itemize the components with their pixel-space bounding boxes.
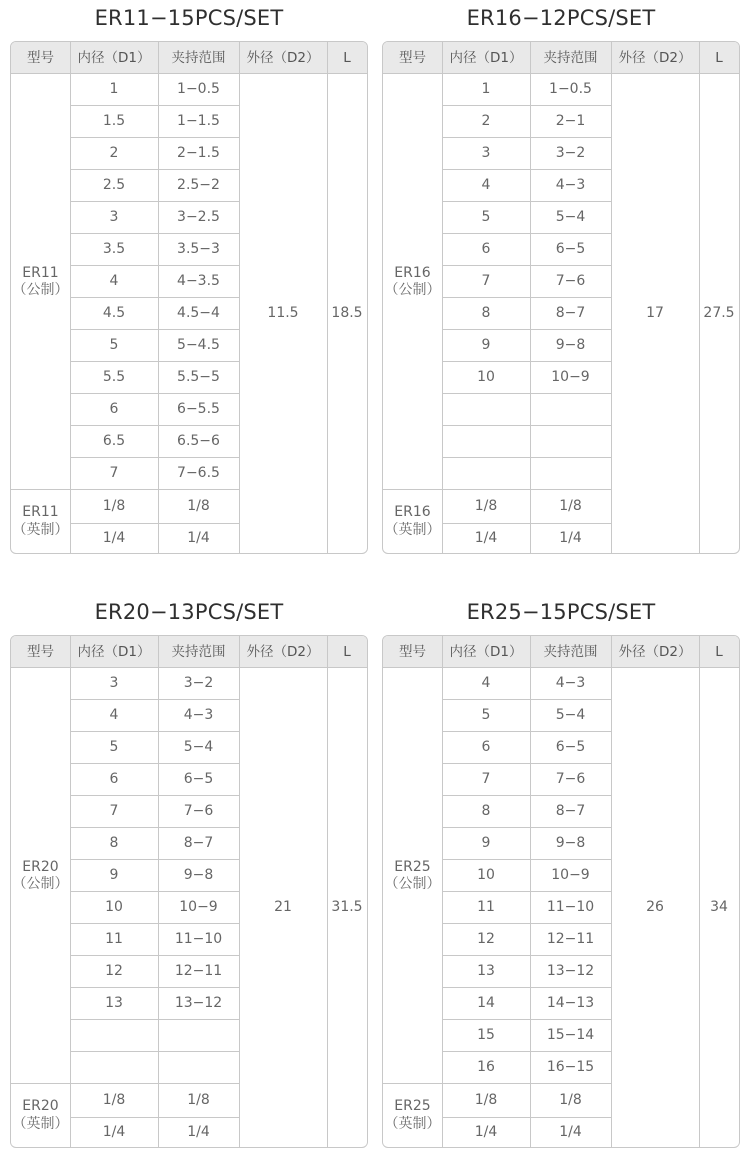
table-title: ER20−13PCS/SET	[94, 600, 284, 624]
grid-line	[442, 361, 611, 362]
inner-diameter-cell	[70, 1052, 158, 1084]
clamp-range-cell: 16−15	[546, 1059, 595, 1076]
clamp-range-cell: 6−5	[555, 241, 586, 258]
grid-line	[442, 425, 611, 426]
grid-line	[70, 699, 239, 700]
clamp-range-cell: 1/4	[187, 529, 210, 546]
clamp-range-cell: 7−6	[555, 771, 586, 788]
length-value: 27.5	[703, 304, 735, 321]
inner-diameter-cell: 13	[477, 963, 495, 980]
inner-diameter-cell: 12	[477, 931, 495, 948]
inner-diameter-cell: 1	[481, 81, 491, 98]
grid-line	[70, 297, 239, 298]
grid-line	[442, 763, 611, 764]
outer-diameter-value: 21	[274, 898, 292, 915]
clamp-range-cell: 4−3.5	[177, 273, 220, 290]
inner-diameter-cell: 6	[481, 241, 491, 258]
clamp-range-cell: 5−4.5	[177, 337, 220, 354]
grid-line	[11, 1083, 70, 1084]
clamp-range-cell: 6−5.5	[177, 401, 220, 418]
inner-diameter-cell: 4	[109, 707, 119, 724]
clamp-range-cell: 5−4	[555, 707, 586, 724]
grid-line	[442, 329, 611, 330]
grid-line	[70, 1083, 239, 1084]
grid-line	[70, 955, 239, 956]
table-title: ER11−15PCS/SET	[94, 6, 284, 30]
model-note: （公制）	[12, 282, 69, 298]
inner-diameter-cell: 10	[105, 899, 123, 916]
model-name: ER11	[22, 264, 59, 281]
grid-line	[70, 1051, 239, 1052]
clamp-range-cell: 12−11	[174, 963, 223, 980]
inner-diameter-cell: 2	[481, 113, 491, 130]
clamp-range-cell	[158, 1020, 239, 1052]
model-imperial	[383, 1084, 442, 1147]
inner-diameter-cell: 11	[105, 931, 123, 948]
grid-line	[70, 987, 239, 988]
spec-table	[382, 635, 740, 1148]
grid-line	[442, 859, 611, 860]
clamp-range-cell: 1/4	[559, 1123, 582, 1140]
length-value: 18.5	[331, 304, 363, 321]
inner-diameter-cell: 1/4	[474, 1123, 498, 1140]
clamp-range-cell: 15−14	[546, 1027, 595, 1044]
header-inner-diameter: 内径（D1）	[442, 42, 530, 74]
model-name: ER16	[394, 504, 431, 520]
table-title: ER25−15PCS/SET	[466, 600, 656, 624]
outer-diameter-value: 11.5	[267, 304, 299, 321]
header-length: L	[699, 42, 739, 74]
grid-line	[442, 297, 611, 298]
inner-diameter-cell: 1/4	[102, 529, 126, 546]
grid-line	[442, 265, 611, 266]
inner-diameter-cell: 4.5	[102, 305, 126, 322]
grid-line	[327, 636, 328, 1147]
inner-diameter-cell: 2	[109, 145, 119, 162]
inner-diameter-cell: 1	[109, 81, 119, 98]
model-name: ER11	[22, 504, 59, 520]
grid-line	[383, 73, 739, 74]
clamp-range-cell: 8−7	[555, 803, 586, 820]
inner-diameter-cell: 15	[477, 1027, 495, 1044]
model-name: ER25	[394, 1098, 431, 1114]
inner-diameter-cell: 11	[477, 899, 495, 916]
clamp-range-cell: 1−1.5	[177, 113, 220, 130]
inner-diameter-cell: 10	[477, 369, 495, 386]
model-note: （公制）	[384, 282, 441, 298]
clamp-range-cell: 8−7	[555, 305, 586, 322]
grid-line	[383, 667, 739, 668]
grid-line	[383, 489, 442, 490]
grid-line	[442, 923, 611, 924]
inner-diameter-cell: 6.5	[102, 433, 126, 450]
clamp-range-cell: 1/8	[187, 498, 210, 515]
model-name: ER20	[22, 858, 59, 875]
grid-line	[442, 1051, 611, 1052]
model-imperial	[11, 1084, 70, 1147]
header-outer-diameter: 外径（D2）	[239, 42, 327, 74]
clamp-range-cell: 10−9	[551, 369, 590, 386]
inner-diameter-cell: 16	[477, 1059, 495, 1076]
model-note: （公制）	[12, 876, 69, 892]
length-value: 34	[710, 898, 728, 915]
clamp-range-cell: 12−11	[546, 931, 595, 948]
clamp-range-cell	[530, 458, 611, 490]
header-clamp-range: 夹持范围	[530, 42, 611, 74]
inner-diameter-cell: 1/4	[102, 1123, 126, 1140]
clamp-range-cell: 3−2	[183, 675, 214, 692]
grid-line	[442, 955, 611, 956]
grid-line	[70, 329, 239, 330]
model-note: （英制）	[12, 1115, 69, 1132]
inner-diameter-cell: 1/4	[474, 529, 498, 546]
inner-diameter-cell: 4	[481, 675, 491, 692]
clamp-range-cell: 6−5	[555, 739, 586, 756]
inner-diameter-cell: 5	[109, 739, 119, 756]
clamp-range-cell: 7−6	[555, 273, 586, 290]
clamp-range-cell: 13−12	[546, 963, 595, 980]
grid-line	[70, 137, 239, 138]
grid-line	[442, 393, 611, 394]
clamp-range-cell: 4.5−4	[177, 305, 220, 322]
collet-table-block	[382, 0, 740, 560]
inner-diameter-cell: 1/8	[102, 1092, 126, 1109]
inner-diameter-cell: 1/8	[102, 498, 126, 515]
header-clamp-range: 夹持范围	[530, 636, 611, 668]
grid-line	[70, 891, 239, 892]
inner-diameter-cell: 3	[109, 675, 119, 692]
header-inner-diameter: 内径（D1）	[70, 636, 158, 668]
clamp-range-cell	[158, 1052, 239, 1084]
model-metric	[383, 74, 442, 490]
inner-diameter-cell: 3.5	[102, 241, 126, 258]
clamp-range-cell: 9−8	[555, 835, 586, 852]
clamp-range-cell	[530, 426, 611, 458]
clamp-range-cell: 9−8	[183, 867, 214, 884]
grid-line	[442, 1019, 611, 1020]
clamp-range-cell: 4−3	[555, 177, 586, 194]
collet-table-block	[10, 0, 368, 560]
inner-diameter-cell	[442, 458, 530, 490]
inner-diameter-cell: 10	[477, 867, 495, 884]
inner-diameter-cell: 13	[105, 995, 123, 1012]
header-clamp-range: 夹持范围	[158, 636, 239, 668]
grid-line	[442, 795, 611, 796]
inner-diameter-cell: 9	[109, 867, 119, 884]
grid-line	[70, 923, 239, 924]
grid-line	[70, 457, 239, 458]
inner-diameter-cell: 5	[481, 209, 491, 226]
inner-diameter-cell: 8	[481, 803, 491, 820]
clamp-range-cell: 5.5−5	[177, 369, 220, 386]
inner-diameter-cell: 7	[109, 803, 119, 820]
grid-line	[699, 42, 700, 553]
clamp-range-cell: 2−1	[555, 113, 586, 130]
grid-line	[70, 361, 239, 362]
table-title: ER16−12PCS/SET	[466, 6, 656, 30]
grid-line	[442, 457, 611, 458]
header-length: L	[699, 636, 739, 668]
spec-table	[382, 41, 740, 554]
inner-diameter-cell: 6	[109, 771, 119, 788]
model-name: ER16	[394, 264, 431, 281]
clamp-range-cell: 6−5	[183, 771, 214, 788]
clamp-range-cell: 11−10	[174, 931, 223, 948]
clamp-range-cell: 3−2.5	[177, 209, 220, 226]
clamp-range-cell: 1/8	[559, 498, 582, 515]
clamp-range-cell: 3.5−3	[177, 241, 220, 258]
grid-line	[383, 1083, 442, 1084]
header-outer-diameter: 外径（D2）	[611, 42, 699, 74]
model-imperial	[383, 490, 442, 553]
grid-line	[70, 795, 239, 796]
clamp-range-cell: 1−0.5	[549, 81, 592, 98]
length-value: 31.5	[331, 898, 363, 915]
inner-diameter-cell: 6	[109, 401, 119, 418]
header-length: L	[327, 42, 367, 74]
grid-line	[70, 169, 239, 170]
grid-line	[442, 827, 611, 828]
model-imperial	[11, 490, 70, 553]
clamp-range-cell: 4−3	[555, 675, 586, 692]
header-model: 型号	[11, 636, 70, 668]
grid-line	[70, 827, 239, 828]
header-model: 型号	[383, 42, 442, 74]
clamp-range-cell: 1/8	[559, 1092, 582, 1109]
grid-line	[442, 523, 611, 524]
header-outer-diameter: 外径（D2）	[611, 636, 699, 668]
collet-table-block	[382, 594, 740, 1154]
outer-diameter-value: 26	[646, 898, 664, 915]
model-metric	[11, 74, 70, 490]
inner-diameter-cell: 8	[481, 305, 491, 322]
inner-diameter-cell: 1/8	[474, 1092, 498, 1109]
grid-line	[442, 489, 611, 490]
clamp-range-cell: 1/4	[187, 1123, 210, 1140]
clamp-range-cell	[530, 394, 611, 426]
grid-line	[70, 1019, 239, 1020]
inner-diameter-cell: 1.5	[102, 113, 126, 130]
inner-diameter-cell: 1/8	[474, 498, 498, 515]
inner-diameter-cell: 6	[481, 739, 491, 756]
grid-line	[442, 105, 611, 106]
clamp-range-cell: 7−6.5	[177, 465, 220, 482]
model-metric	[383, 668, 442, 1084]
grid-line	[442, 1117, 611, 1118]
header-length: L	[327, 636, 367, 668]
clamp-range-cell: 11−10	[546, 899, 595, 916]
grid-line	[70, 1117, 239, 1118]
inner-diameter-cell: 3	[481, 145, 491, 162]
grid-line	[70, 425, 239, 426]
header-inner-diameter: 内径（D1）	[442, 636, 530, 668]
inner-diameter-cell: 9	[481, 835, 491, 852]
grid-line	[442, 169, 611, 170]
grid-line	[70, 201, 239, 202]
inner-diameter-cell: 5	[109, 337, 119, 354]
inner-diameter-cell: 3	[109, 209, 119, 226]
grid-line	[442, 233, 611, 234]
grid-line	[70, 523, 239, 524]
grid-line	[70, 489, 239, 490]
inner-diameter-cell: 4	[481, 177, 491, 194]
grid-line	[442, 201, 611, 202]
inner-diameter-cell: 4	[109, 273, 119, 290]
header-inner-diameter: 内径（D1）	[70, 42, 158, 74]
header-clamp-range: 夹持范围	[158, 42, 239, 74]
header-model: 型号	[11, 42, 70, 74]
inner-diameter-cell: 7	[481, 771, 491, 788]
inner-diameter-cell: 2.5	[102, 177, 126, 194]
grid-line	[11, 667, 367, 668]
inner-diameter-cell: 5.5	[102, 369, 126, 386]
inner-diameter-cell: 8	[109, 835, 119, 852]
grid-line	[70, 859, 239, 860]
model-note: （公制）	[384, 876, 441, 892]
model-name: ER20	[22, 1098, 59, 1114]
clamp-range-cell: 10−9	[179, 899, 218, 916]
header-outer-diameter: 外径（D2）	[239, 636, 327, 668]
clamp-range-cell: 1−0.5	[177, 81, 220, 98]
model-name: ER25	[394, 858, 431, 875]
grid-line	[442, 987, 611, 988]
model-note: （英制）	[384, 1115, 441, 1132]
clamp-range-cell: 8−7	[183, 835, 214, 852]
grid-line	[70, 265, 239, 266]
inner-diameter-cell	[442, 394, 530, 426]
inner-diameter-cell: 14	[477, 995, 495, 1012]
clamp-range-cell: 1/4	[559, 529, 582, 546]
clamp-range-cell: 3−2	[555, 145, 586, 162]
clamp-range-cell: 13−12	[174, 995, 223, 1012]
inner-diameter-cell	[70, 1020, 158, 1052]
grid-line	[70, 763, 239, 764]
grid-line	[70, 393, 239, 394]
grid-line	[442, 699, 611, 700]
inner-diameter-cell: 12	[105, 963, 123, 980]
grid-line	[327, 42, 328, 553]
clamp-range-cell: 1/8	[187, 1092, 210, 1109]
spec-table	[10, 635, 368, 1148]
inner-diameter-cell: 7	[109, 465, 119, 482]
clamp-range-cell: 2.5−2	[177, 177, 220, 194]
grid-line	[11, 73, 367, 74]
grid-line	[442, 137, 611, 138]
clamp-range-cell: 7−6	[183, 803, 214, 820]
grid-line	[70, 233, 239, 234]
clamp-range-cell: 9−8	[555, 337, 586, 354]
model-metric	[11, 668, 70, 1084]
clamp-range-cell: 4−3	[183, 707, 214, 724]
spec-table	[10, 41, 368, 554]
inner-diameter-cell: 7	[481, 273, 491, 290]
model-note: （英制）	[12, 521, 69, 538]
inner-diameter-cell: 5	[481, 707, 491, 724]
clamp-range-cell: 5−4	[555, 209, 586, 226]
inner-diameter-cell: 9	[481, 337, 491, 354]
grid-line	[11, 489, 70, 490]
model-note: （英制）	[384, 521, 441, 538]
clamp-range-cell: 10−9	[551, 867, 590, 884]
inner-diameter-cell	[442, 426, 530, 458]
outer-diameter-value: 17	[646, 304, 664, 321]
clamp-range-cell: 6.5−6	[177, 433, 220, 450]
clamp-range-cell: 14−13	[546, 995, 595, 1012]
clamp-range-cell: 2−1.5	[177, 145, 220, 162]
grid-line	[70, 731, 239, 732]
grid-line	[699, 636, 700, 1147]
grid-line	[70, 105, 239, 106]
grid-line	[442, 891, 611, 892]
grid-line	[442, 731, 611, 732]
clamp-range-cell: 5−4	[183, 739, 214, 756]
grid-line	[442, 1083, 611, 1084]
header-model: 型号	[383, 636, 442, 668]
collet-table-block	[10, 594, 368, 1154]
